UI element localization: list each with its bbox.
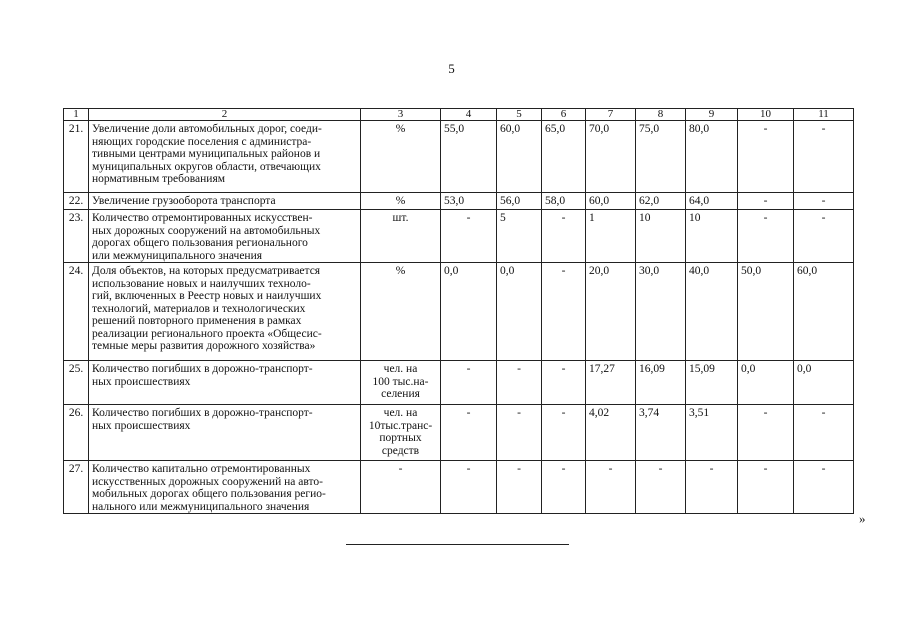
value-cell: - — [794, 121, 854, 193]
table-row — [64, 193, 854, 210]
footer-divider — [346, 544, 569, 545]
value-cell: 53,0 — [441, 193, 497, 210]
value-cell: 3,74 — [636, 405, 686, 461]
value-cell: - — [738, 461, 794, 514]
indicator-name: Количество отремонтированных искусствен- ных дорожных сооружений на автомобильных дорогах общего пользования регионального или межмуниципального значения — [89, 210, 361, 263]
header-cell: 11 — [794, 109, 854, 121]
value-cell: - — [738, 121, 794, 193]
header-cell: 2 — [89, 109, 361, 121]
value-cell: 50,0 — [738, 263, 794, 361]
unit-cell: % — [361, 121, 441, 193]
value-cell: 0,0 — [497, 263, 542, 361]
value-cell: - — [441, 461, 497, 514]
value-cell: 10 — [686, 210, 738, 263]
table-row — [64, 361, 854, 405]
row-number: 26. — [64, 405, 89, 461]
header-cell: 8 — [636, 109, 686, 121]
value-cell: - — [441, 361, 497, 405]
header-cell: 6 — [542, 109, 586, 121]
value-cell: - — [542, 210, 586, 263]
row-number: 21. — [64, 121, 89, 193]
table-row — [64, 461, 854, 514]
value-cell: - — [738, 405, 794, 461]
value-cell: 55,0 — [441, 121, 497, 193]
value-cell: 0,0 — [738, 361, 794, 405]
value-cell: 60,0 — [497, 121, 542, 193]
indicator-name: Количество капитально отремонтированных искусственных дорожных сооружений на авто- мобильных дорогах общего пользования регио- нального или межмуниципального значения — [89, 461, 361, 514]
table-row — [64, 121, 854, 193]
page-number: 5 — [448, 61, 455, 76]
value-cell: 1 — [586, 210, 636, 263]
header-row — [64, 109, 854, 121]
value-cell: - — [794, 461, 854, 514]
value-cell: 20,0 — [586, 263, 636, 361]
indicator-name: Доля объектов, на которых предусматривается использование новых и наилучших техноло- гий, включенных в Реестр новых и наилучших технологий, материалов и технологических решений повторного применения в рамках реализации регионального проекта «Общесис- темные меры развития дорожного хозяйства» — [89, 263, 361, 361]
value-cell: - — [738, 193, 794, 210]
value-cell: 58,0 — [542, 193, 586, 210]
row-number: 24. — [64, 263, 89, 361]
value-cell: - — [794, 210, 854, 263]
value-cell: - — [497, 405, 542, 461]
header-cell: 7 — [586, 109, 636, 121]
value-cell: 80,0 — [686, 121, 738, 193]
value-cell: 60,0 — [586, 193, 636, 210]
value-cell: - — [542, 361, 586, 405]
unit-cell: чел. на 100 тыс.на- селения — [361, 361, 441, 405]
row-number: 25. — [64, 361, 89, 405]
indicator-name: Количество погибших в дорожно-транспорт- ных происшествиях — [89, 405, 361, 461]
value-cell: - — [686, 461, 738, 514]
value-cell: - — [497, 361, 542, 405]
value-cell: - — [497, 461, 542, 514]
value-cell: 3,51 — [686, 405, 738, 461]
header-cell: 4 — [441, 109, 497, 121]
value-cell: 65,0 — [542, 121, 586, 193]
value-cell: 5 — [497, 210, 542, 263]
value-cell: 15,09 — [686, 361, 738, 405]
value-cell: - — [794, 193, 854, 210]
indicator-name: Увеличение грузооборота транспорта — [89, 193, 361, 210]
unit-cell: чел. на 10тыс.транс- портных средств — [361, 405, 441, 461]
value-cell: - — [542, 263, 586, 361]
table-row — [64, 210, 854, 263]
row-number: 22. — [64, 193, 89, 210]
value-cell: 56,0 — [497, 193, 542, 210]
indicators-table — [63, 108, 854, 514]
header-cell: 10 — [738, 109, 794, 121]
table-row — [64, 263, 854, 361]
value-cell: - — [441, 405, 497, 461]
unit-cell: шт. — [361, 210, 441, 263]
header-cell: 9 — [686, 109, 738, 121]
value-cell: - — [542, 461, 586, 514]
unit-cell: - — [361, 461, 441, 514]
value-cell: - — [636, 461, 686, 514]
value-cell: 10 — [636, 210, 686, 263]
header-cell: 1 — [64, 109, 89, 121]
indicator-name: Количество погибших в дорожно-транспорт- ных происшествиях — [89, 361, 361, 405]
value-cell: 60,0 — [794, 263, 854, 361]
header-cell: 5 — [497, 109, 542, 121]
value-cell: - — [794, 405, 854, 461]
value-cell: 75,0 — [636, 121, 686, 193]
table-row — [64, 405, 854, 461]
value-cell: - — [586, 461, 636, 514]
value-cell: 17,27 — [586, 361, 636, 405]
value-cell: 62,0 — [636, 193, 686, 210]
closing-quote: » — [859, 511, 866, 526]
value-cell: 64,0 — [686, 193, 738, 210]
row-number: 23. — [64, 210, 89, 263]
value-cell: 30,0 — [636, 263, 686, 361]
unit-cell: % — [361, 193, 441, 210]
row-number: 27. — [64, 461, 89, 514]
value-cell: 40,0 — [686, 263, 738, 361]
indicator-name: Увеличение доли автомобильных дорог, соеди- няющих городские поселения с администра- тивными центрами муниципальных районов и муниципальных округов области, отвечающих нормативным требованиям — [89, 121, 361, 193]
header-cell: 3 — [361, 109, 441, 121]
value-cell: - — [542, 405, 586, 461]
value-cell: - — [441, 210, 497, 263]
value-cell: 16,09 — [636, 361, 686, 405]
value-cell: 0,0 — [441, 263, 497, 361]
value-cell: 0,0 — [794, 361, 854, 405]
value-cell: - — [738, 210, 794, 263]
value-cell: 70,0 — [586, 121, 636, 193]
unit-cell: % — [361, 263, 441, 361]
value-cell: 4,02 — [586, 405, 636, 461]
